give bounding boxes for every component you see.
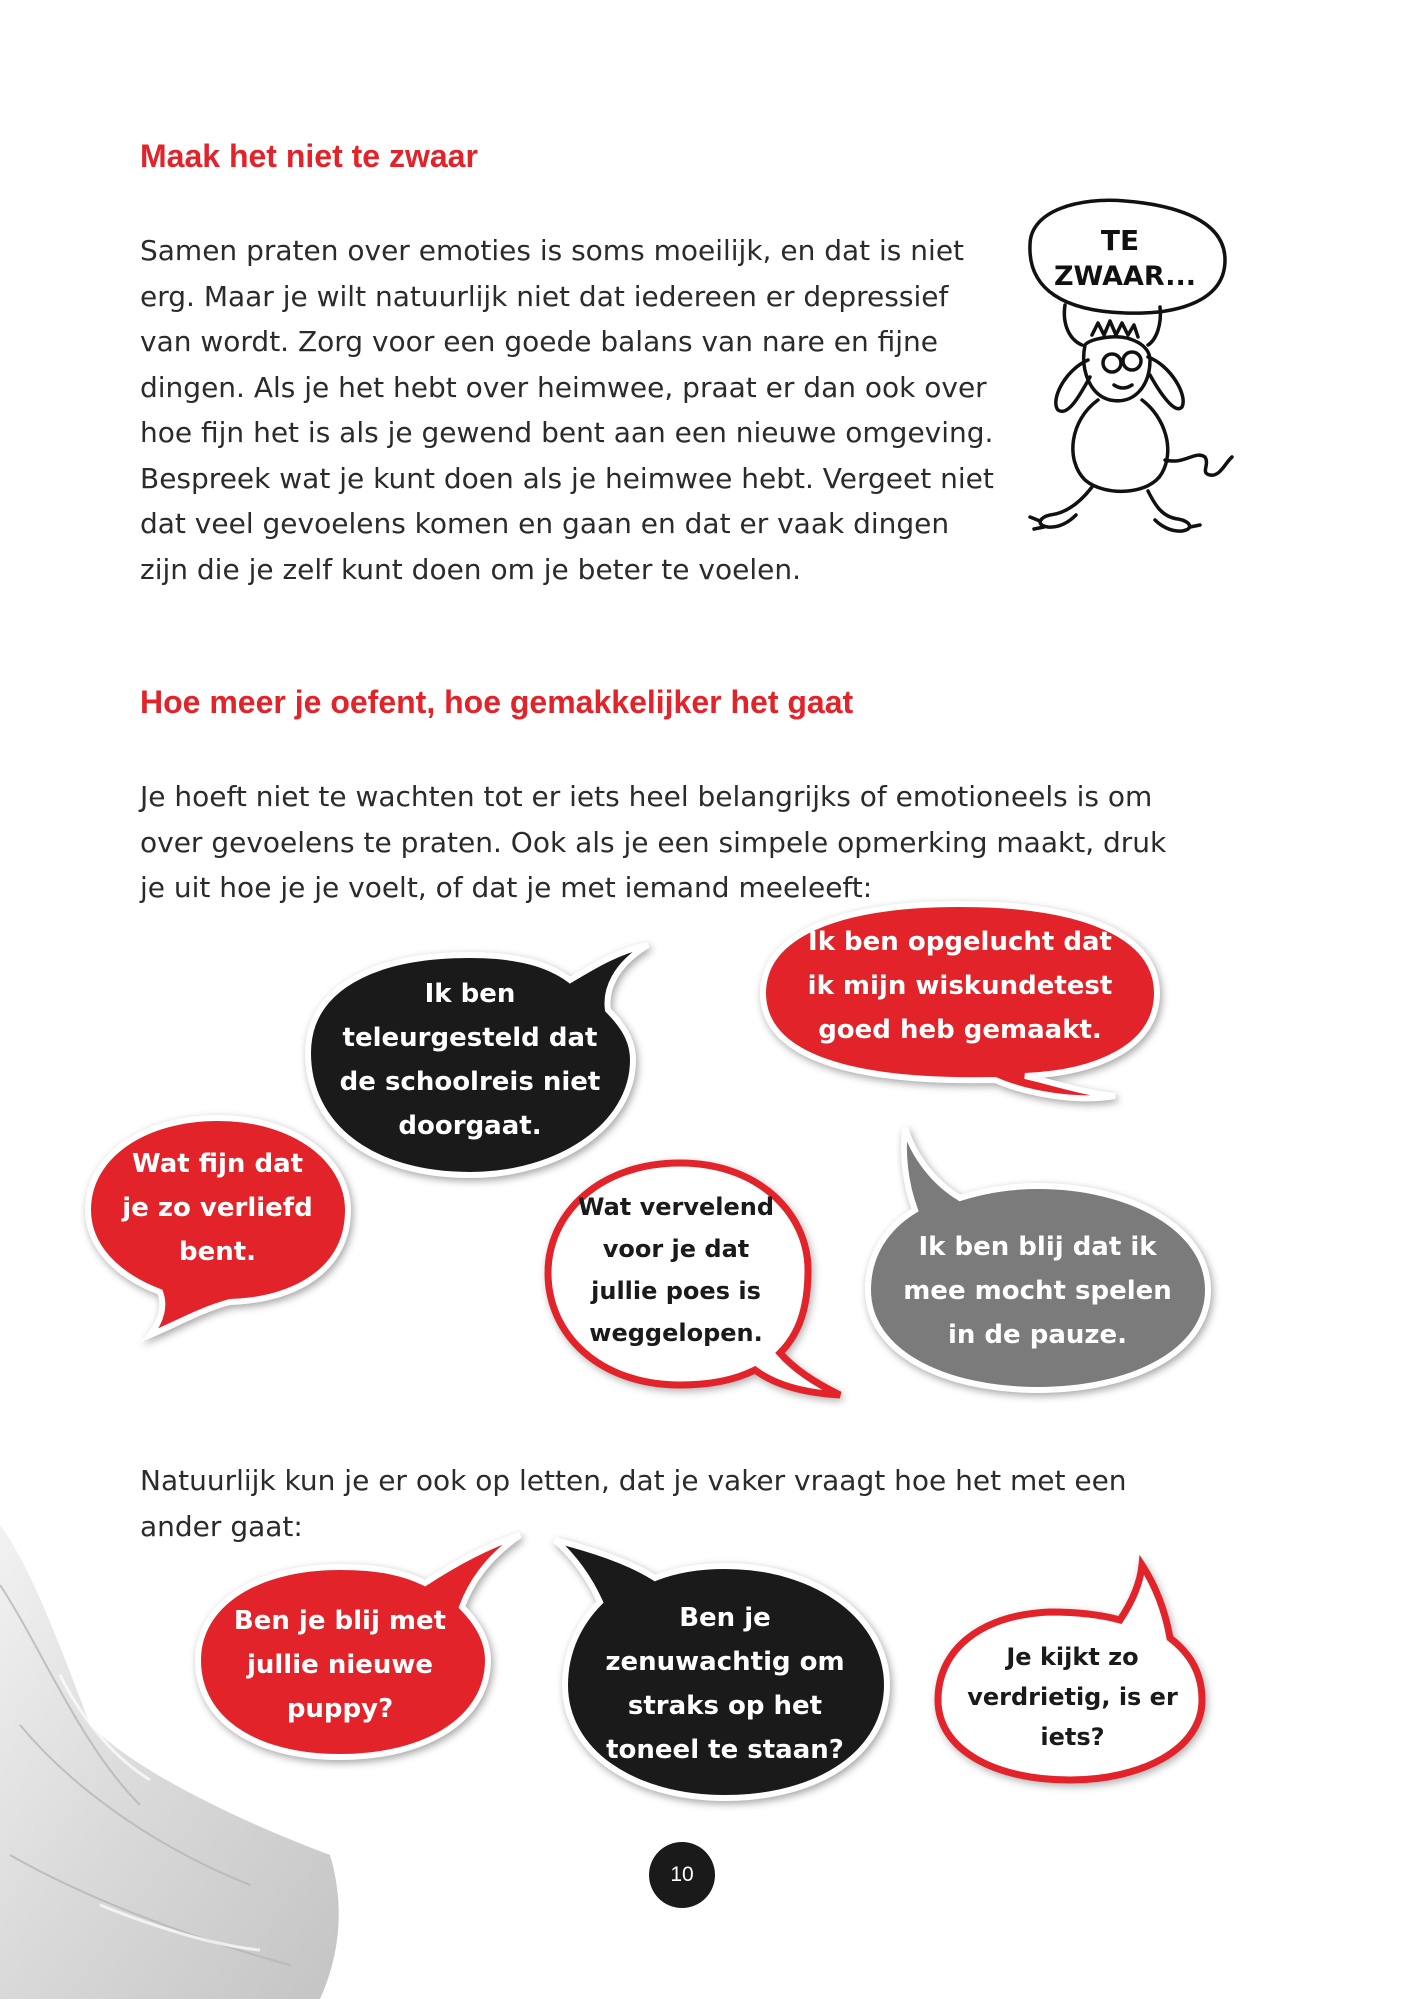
- paragraph-line: hoe fijn het is als je gewend bent aan een nieuwe omgeving.: [140, 416, 994, 449]
- cartoon-illustration: [1010, 195, 1240, 555]
- speech-bubble-white: [930, 1560, 1215, 1785]
- paragraph-line: je uit hoe je je voelt, of dat je met iemand meeleeft:: [140, 871, 873, 904]
- bubble-text: [555, 1540, 895, 1805]
- section-heading-2: Hoe meer je oefent, hoe gemakkelijker het gaat: [140, 684, 854, 720]
- paragraph-line: over gevoelens te praten. Ook als je een simpele opmerking maakt, druk: [140, 825, 1167, 859]
- paragraph-line: Je hoeft niet te wachten tot er iets heel belangrijks of emotioneels is om: [140, 780, 1153, 813]
- bubble-text: [930, 1560, 1215, 1785]
- bubble-text: [80, 1110, 355, 1340]
- speech-bubble-white: [540, 1155, 850, 1400]
- bubble-line: jullie poes is: [591, 1277, 761, 1305]
- paragraph-line: ander gaat:: [140, 1509, 303, 1543]
- bubble-line: mee mocht spelen: [903, 1275, 1172, 1306]
- bubble-line: toneel te staan?: [606, 1734, 844, 1765]
- bubble-line: Ben je blij met: [233, 1606, 447, 1636]
- cartoon-drawing: [1010, 195, 1240, 555]
- bubble-line: ik mijn wiskundetest: [807, 970, 1113, 1001]
- illustration-text-2: ZWAAR...: [1053, 261, 1197, 292]
- speech-bubble-red: [80, 1110, 355, 1340]
- bubble-text: [755, 898, 1165, 1098]
- paragraph-line: dingen. Als je het hebt over heimwee, praat er dan ook over: [140, 370, 987, 404]
- bubble-line: zenuwachtig om: [605, 1646, 845, 1677]
- paragraph-line: erg. Maar je wilt natuurlijk niet dat iedereen er depressief: [140, 279, 949, 313]
- bubble-line: Wat vervelend: [577, 1193, 775, 1221]
- bubble-line: Ben je: [679, 1602, 771, 1633]
- paragraph-1: [140, 228, 994, 592]
- bubble-line: verdrietig, is er: [967, 1682, 1178, 1711]
- bubble-line: je zo verliefd: [122, 1192, 313, 1223]
- speech-bubble-grey: [860, 1128, 1215, 1398]
- section-heading-1: Maak het niet te zwaar: [140, 138, 478, 174]
- bubble-line: weggelopen.: [589, 1319, 763, 1347]
- bubble-line: de schoolreis niet: [339, 1067, 601, 1097]
- page-number: 10: [649, 1842, 715, 1908]
- bubble-line: straks op het: [627, 1690, 823, 1721]
- bubble-line: iets?: [1040, 1722, 1105, 1751]
- bubble-line: goed heb gemaakt.: [818, 1014, 1102, 1045]
- bubble-line: voor je dat: [602, 1235, 750, 1263]
- bubble-line: jullie nieuwe: [246, 1650, 434, 1680]
- bubble-line: Ik ben: [424, 979, 516, 1009]
- bubble-line: Je kijkt zo: [1006, 1642, 1139, 1671]
- speech-bubble-red: [190, 1535, 520, 1765]
- paragraph-line: Samen praten over emoties is soms moeilijk, en dat is niet: [140, 234, 965, 267]
- paragraph-line: Natuurlijk kun je er ook op letten, dat je vaker vraagt hoe het met een: [140, 1464, 1127, 1497]
- bubble-text: [540, 1155, 850, 1400]
- bubble-line: teleurgesteld dat: [342, 1023, 598, 1053]
- bubble-line: in de pauze.: [947, 1319, 1128, 1350]
- bubble-line: Ik ben opgelucht dat: [808, 926, 1112, 957]
- paragraph-line: Bespreek wat je kunt doen als je heimwee hebt. Vergeet niet: [140, 461, 994, 495]
- bubble-line: Ik ben blij dat ik: [918, 1231, 1157, 1262]
- bubble-text: [860, 1128, 1215, 1398]
- bubble-line: doorgaat.: [398, 1111, 542, 1141]
- paragraph-line: dat veel gevoelens komen en gaan en dat er vaak dingen: [140, 507, 950, 540]
- speech-bubble-black: [555, 1540, 895, 1805]
- speech-bubble-red: [755, 898, 1165, 1098]
- paragraph-line: zijn die je zelf kunt doen om je beter te voelen.: [140, 552, 801, 586]
- bubble-line: bent.: [178, 1236, 257, 1267]
- bubble-line: puppy?: [286, 1694, 394, 1724]
- paragraph-line: van wordt. Zorg voor een goede balans van nare en fijne: [140, 325, 939, 358]
- illustration-text-1: TE: [1100, 224, 1140, 257]
- paragraph-2: [140, 774, 1166, 911]
- bubble-line: Wat fijn dat: [131, 1148, 304, 1179]
- bubble-text: [190, 1535, 520, 1765]
